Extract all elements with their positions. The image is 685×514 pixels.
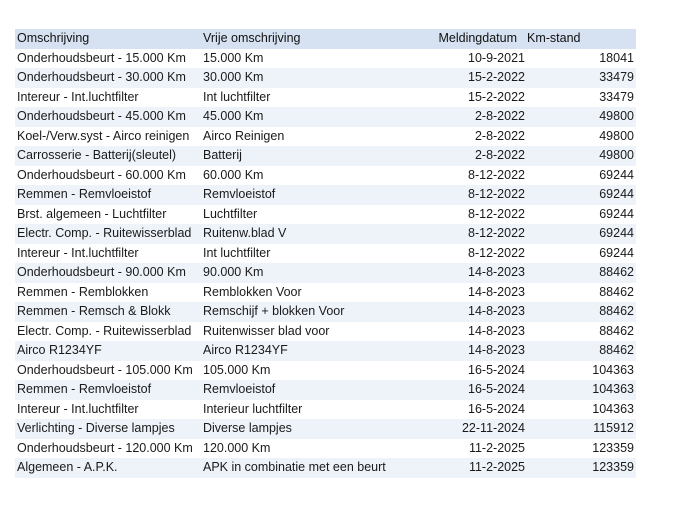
cell-km-stand: 18041 — [527, 49, 636, 69]
cell-km-stand: 69244 — [527, 185, 636, 205]
cell-omschrijving: Remmen - Remvloeistof — [15, 185, 201, 205]
cell-omschrijving: Electr. Comp. - Ruitewisserblad — [15, 224, 201, 244]
cell-vrije-omschrijving: Luchtfilter — [201, 205, 387, 225]
cell-meldingdatum: 15-2-2022 — [387, 68, 527, 88]
table-row — [15, 146, 636, 166]
cell-meldingdatum: 8-12-2022 — [387, 224, 527, 244]
cell-vrije-omschrijving: Remvloeistof — [201, 380, 387, 400]
cell-vrije-omschrijving: 105.000 Km — [201, 361, 387, 381]
cell-km-stand: 88462 — [527, 263, 636, 283]
cell-omschrijving: Onderhoudsbeurt - 90.000 Km — [15, 263, 201, 283]
header-meldingdatum: Meldingdatum — [387, 29, 527, 49]
cell-vrije-omschrijving: Diverse lampjes — [201, 419, 387, 439]
cell-meldingdatum: 14-8-2023 — [387, 283, 527, 303]
cell-vrije-omschrijving: Airco Reinigen — [201, 127, 387, 147]
cell-km-stand: 88462 — [527, 322, 636, 342]
cell-omschrijving: Onderhoudsbeurt - 45.000 Km — [15, 107, 201, 127]
maintenance-history-sheet — [15, 29, 636, 478]
header-omschrijving: Omschrijving — [15, 29, 201, 49]
cell-omschrijving: Intereur - Int.luchtfilter — [15, 400, 201, 420]
cell-meldingdatum: 14-8-2023 — [387, 341, 527, 361]
cell-meldingdatum: 8-12-2022 — [387, 185, 527, 205]
cell-vrije-omschrijving: Ruitenwisser blad voor — [201, 322, 387, 342]
cell-meldingdatum: 8-12-2022 — [387, 244, 527, 264]
cell-omschrijving: Onderhoudsbeurt - 30.000 Km — [15, 68, 201, 88]
cell-meldingdatum: 8-12-2022 — [387, 166, 527, 186]
cell-omschrijving: Onderhoudsbeurt - 60.000 Km — [15, 166, 201, 186]
cell-km-stand: 104363 — [527, 380, 636, 400]
table-row — [15, 49, 636, 69]
cell-km-stand: 69244 — [527, 244, 636, 264]
cell-meldingdatum: 2-8-2022 — [387, 107, 527, 127]
cell-vrije-omschrijving: 45.000 Km — [201, 107, 387, 127]
cell-km-stand: 49800 — [527, 146, 636, 166]
cell-km-stand: 49800 — [527, 107, 636, 127]
cell-omschrijving: Onderhoudsbeurt - 15.000 Km — [15, 49, 201, 69]
cell-omschrijving: Remmen - Remvloeistof — [15, 380, 201, 400]
cell-meldingdatum: 16-5-2024 — [387, 361, 527, 381]
cell-omschrijving: Electr. Comp. - Ruitewisserblad — [15, 322, 201, 342]
table-row — [15, 166, 636, 186]
table-row — [15, 224, 636, 244]
cell-meldingdatum: 8-12-2022 — [387, 205, 527, 225]
cell-km-stand: 104363 — [527, 400, 636, 420]
maintenance-table — [15, 29, 636, 478]
cell-meldingdatum: 14-8-2023 — [387, 322, 527, 342]
table-row — [15, 88, 636, 108]
table-row — [15, 400, 636, 420]
cell-vrije-omschrijving: 60.000 Km — [201, 166, 387, 186]
cell-km-stand: 104363 — [527, 361, 636, 381]
cell-vrije-omschrijving: 90.000 Km — [201, 263, 387, 283]
table-row — [15, 107, 636, 127]
cell-vrije-omschrijving: Remschijf + blokken Voor — [201, 302, 387, 322]
cell-omschrijving: Carrosserie - Batterij(sleutel) — [15, 146, 201, 166]
cell-vrije-omschrijving: Interieur luchtfilter — [201, 400, 387, 420]
table-row — [15, 205, 636, 225]
table-row — [15, 244, 636, 264]
table-row — [15, 380, 636, 400]
cell-omschrijving: Onderhoudsbeurt - 105.000 Km — [15, 361, 201, 381]
cell-vrije-omschrijving: Remblokken Voor — [201, 283, 387, 303]
cell-omschrijving: Remmen - Remblokken — [15, 283, 201, 303]
cell-meldingdatum: 16-5-2024 — [387, 380, 527, 400]
cell-meldingdatum: 22-11-2024 — [387, 419, 527, 439]
cell-omschrijving: Intereur - Int.luchtfilter — [15, 88, 201, 108]
table-row — [15, 263, 636, 283]
header-vrije-omschrijving: Vrije omschrijving — [201, 29, 387, 49]
cell-km-stand: 33479 — [527, 68, 636, 88]
cell-omschrijving: Algemeen - A.P.K. — [15, 458, 201, 478]
cell-meldingdatum: 15-2-2022 — [387, 88, 527, 108]
cell-omschrijving: Airco R1234YF — [15, 341, 201, 361]
cell-vrije-omschrijving: Batterij — [201, 146, 387, 166]
cell-km-stand: 33479 — [527, 88, 636, 108]
cell-omschrijving: Verlichting - Diverse lampjes — [15, 419, 201, 439]
cell-omschrijving: Remmen - Remsch & Blokk — [15, 302, 201, 322]
cell-omschrijving: Koel-/Verw.syst - Airco reinigen — [15, 127, 201, 147]
cell-meldingdatum: 11-2-2025 — [387, 458, 527, 478]
cell-meldingdatum: 16-5-2024 — [387, 400, 527, 420]
cell-vrije-omschrijving: Airco R1234YF — [201, 341, 387, 361]
cell-km-stand: 88462 — [527, 341, 636, 361]
table-row — [15, 419, 636, 439]
cell-vrije-omschrijving: Remvloeistof — [201, 185, 387, 205]
header-km-stand: Km-stand — [527, 29, 636, 49]
cell-meldingdatum: 11-2-2025 — [387, 439, 527, 459]
table-row — [15, 341, 636, 361]
cell-km-stand: 69244 — [527, 224, 636, 244]
table-row — [15, 322, 636, 342]
table-row — [15, 361, 636, 381]
cell-km-stand: 88462 — [527, 283, 636, 303]
table-row — [15, 68, 636, 88]
table-header-row — [15, 29, 636, 49]
cell-vrije-omschrijving: Int luchtfilter — [201, 244, 387, 264]
table-row — [15, 302, 636, 322]
cell-km-stand: 49800 — [527, 127, 636, 147]
table-row — [15, 127, 636, 147]
cell-meldingdatum: 2-8-2022 — [387, 127, 527, 147]
cell-vrije-omschrijving: 15.000 Km — [201, 49, 387, 69]
cell-km-stand: 69244 — [527, 205, 636, 225]
table-row — [15, 283, 636, 303]
cell-meldingdatum: 14-8-2023 — [387, 263, 527, 283]
table-row — [15, 185, 636, 205]
cell-vrije-omschrijving: Ruitenw.blad V — [201, 224, 387, 244]
cell-vrije-omschrijving: 120.000 Km — [201, 439, 387, 459]
cell-vrije-omschrijving: Int luchtfilter — [201, 88, 387, 108]
cell-omschrijving: Brst. algemeen - Luchtfilter — [15, 205, 201, 225]
table-row — [15, 458, 636, 478]
cell-km-stand: 123359 — [527, 439, 636, 459]
cell-meldingdatum: 10-9-2021 — [387, 49, 527, 69]
cell-vrije-omschrijving: APK in combinatie met een beurt — [201, 458, 387, 478]
cell-km-stand: 69244 — [527, 166, 636, 186]
cell-meldingdatum: 2-8-2022 — [387, 146, 527, 166]
cell-meldingdatum: 14-8-2023 — [387, 302, 527, 322]
cell-vrije-omschrijving: 30.000 Km — [201, 68, 387, 88]
cell-km-stand: 115912 — [527, 419, 636, 439]
cell-omschrijving: Intereur - Int.luchtfilter — [15, 244, 201, 264]
table-row — [15, 439, 636, 459]
cell-omschrijving: Onderhoudsbeurt - 120.000 Km — [15, 439, 201, 459]
cell-km-stand: 88462 — [527, 302, 636, 322]
cell-km-stand: 123359 — [527, 458, 636, 478]
